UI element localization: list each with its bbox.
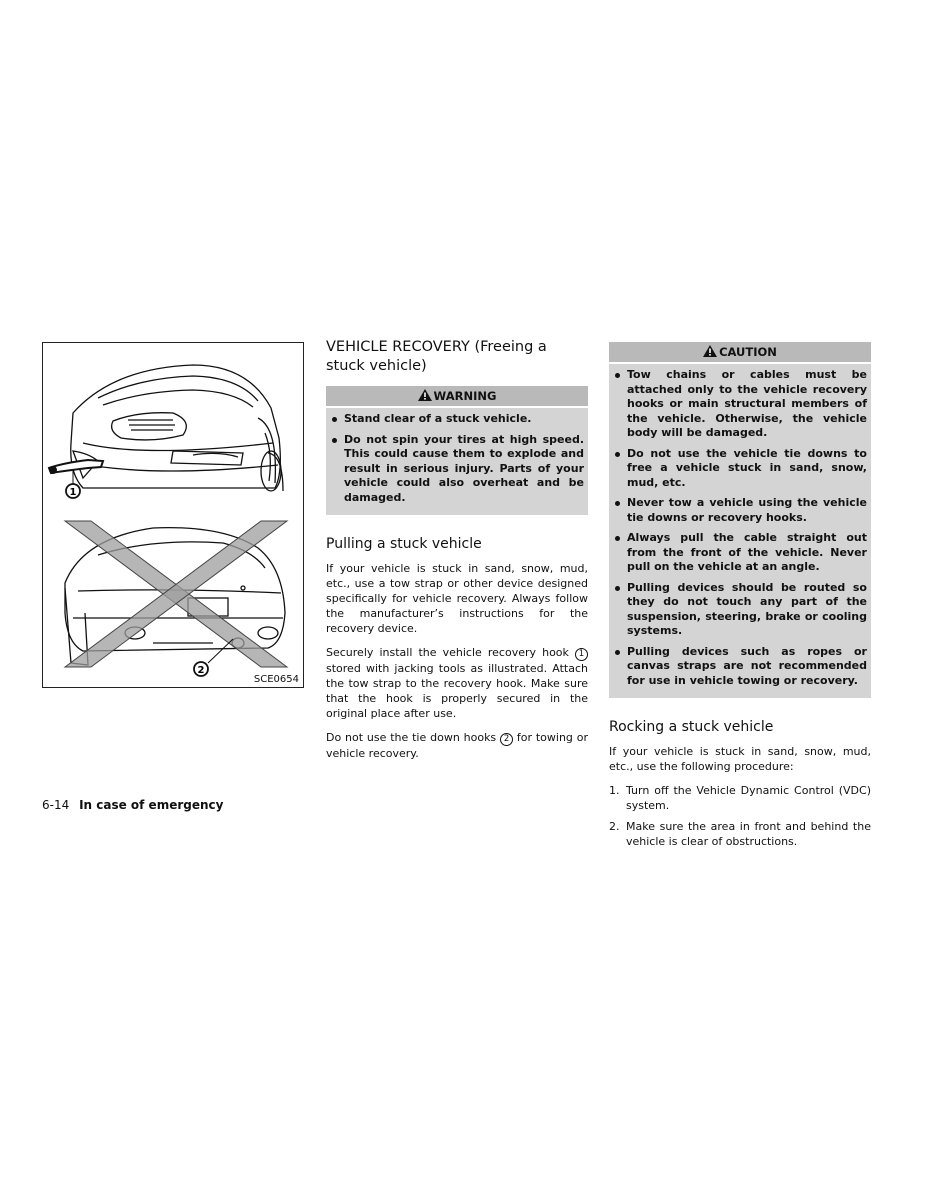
callout-1: 1 [69,487,77,498]
pulling-paragraph-2 [326,645,588,721]
caution-box [609,342,871,698]
pulling-p3-text-a: Do not use the tie down hooks [326,731,497,744]
warning-list [326,412,588,505]
step-text: Turn off the Vehicle Dynamic Control (VDC) system. [626,784,871,812]
step-item [609,783,871,813]
caution-item: Tow chains or cables must be attached only to the vehicle recovery hooks or main structural members of the vehicle. Otherwise, the vehicle body will be damaged. [613,368,867,441]
column-middle [326,338,588,770]
warning-icon [418,387,432,407]
column-right [609,342,871,855]
caution-item: Always pull the cable straight out from the front of the vehicle. Never pull on the vehicle at an angle. [613,531,867,575]
chapter-name: In case of emergency [79,798,224,812]
step-text: Make sure the area in front and behind the vehicle is clear of obstructions. [626,820,871,848]
warning-item: Stand clear of a stuck vehicle. [330,412,584,427]
callout-2: 2 [197,665,205,676]
warning-box [326,386,588,515]
caution-item: Pulling devices such as ropes or canvas straps are not recommended for use in vehicle towing or recovery. [613,645,867,689]
rocking-steps [609,783,871,849]
caution-item: Do not use the vehicle tie downs to free a vehicle stuck in sand, snow, mud, etc. [613,447,867,491]
vehicle-recovery-illustration [42,342,304,688]
figure-code: SCE0654 [253,674,299,685]
pulling-paragraph-3 [326,730,588,761]
step-item [609,819,871,849]
page-footer [42,798,223,812]
car-drawing [43,343,303,687]
pulling-p3-text-b: for towing or vehicle recovery. [326,731,589,760]
caution-list [609,368,871,688]
caution-icon [703,343,717,363]
pulling-paragraph-1: If your vehicle is stuck in sand, snow, mud, etc., use a tow strap or other device designed specifically for vehicle recovery. Always follow the manufacturer’s instructions for the recovery device. [326,562,588,635]
warning-label: WARNING [433,389,497,403]
rocking-intro: If your vehicle is stuck in sand, snow, mud, etc., use the following procedure: [609,745,871,773]
warning-item: Do not spin your tires at high speed. This could cause them to explode and result in serious injury. Parts of your vehicle could also overheat and be damaged. [330,433,584,506]
step-number: 2. [609,820,620,833]
ref-circle-1: 1 [575,648,588,661]
caution-heading [609,342,871,364]
step-number: 1. [609,784,620,797]
caution-item: Never tow a vehicle using the vehicle tie downs or recovery hooks. [613,496,867,525]
caution-label: CAUTION [719,345,777,359]
recovery-title: VEHICLE RECOVERY (Freeing a stuck vehicle) [326,339,547,374]
caution-item: Pulling devices should be routed so they do not touch any part of the suspension, steering, brake or cooling systems. [613,581,867,639]
page-number: 6-14 [42,798,70,812]
pulling-p2-text-b: stored with jacking tools as illustrated. Attach the tow strap to the recovery hook. Make sure that the hook is properly secured in the original place after use. [326,662,588,720]
pulling-p2-text-a: Securely install the vehicle recovery hook [326,646,569,659]
pulling-title: Pulling a stuck vehicle [326,536,482,552]
rocking-title: Rocking a stuck vehicle [609,719,774,735]
warning-heading [326,386,588,408]
ref-circle-2: 2 [500,733,513,746]
